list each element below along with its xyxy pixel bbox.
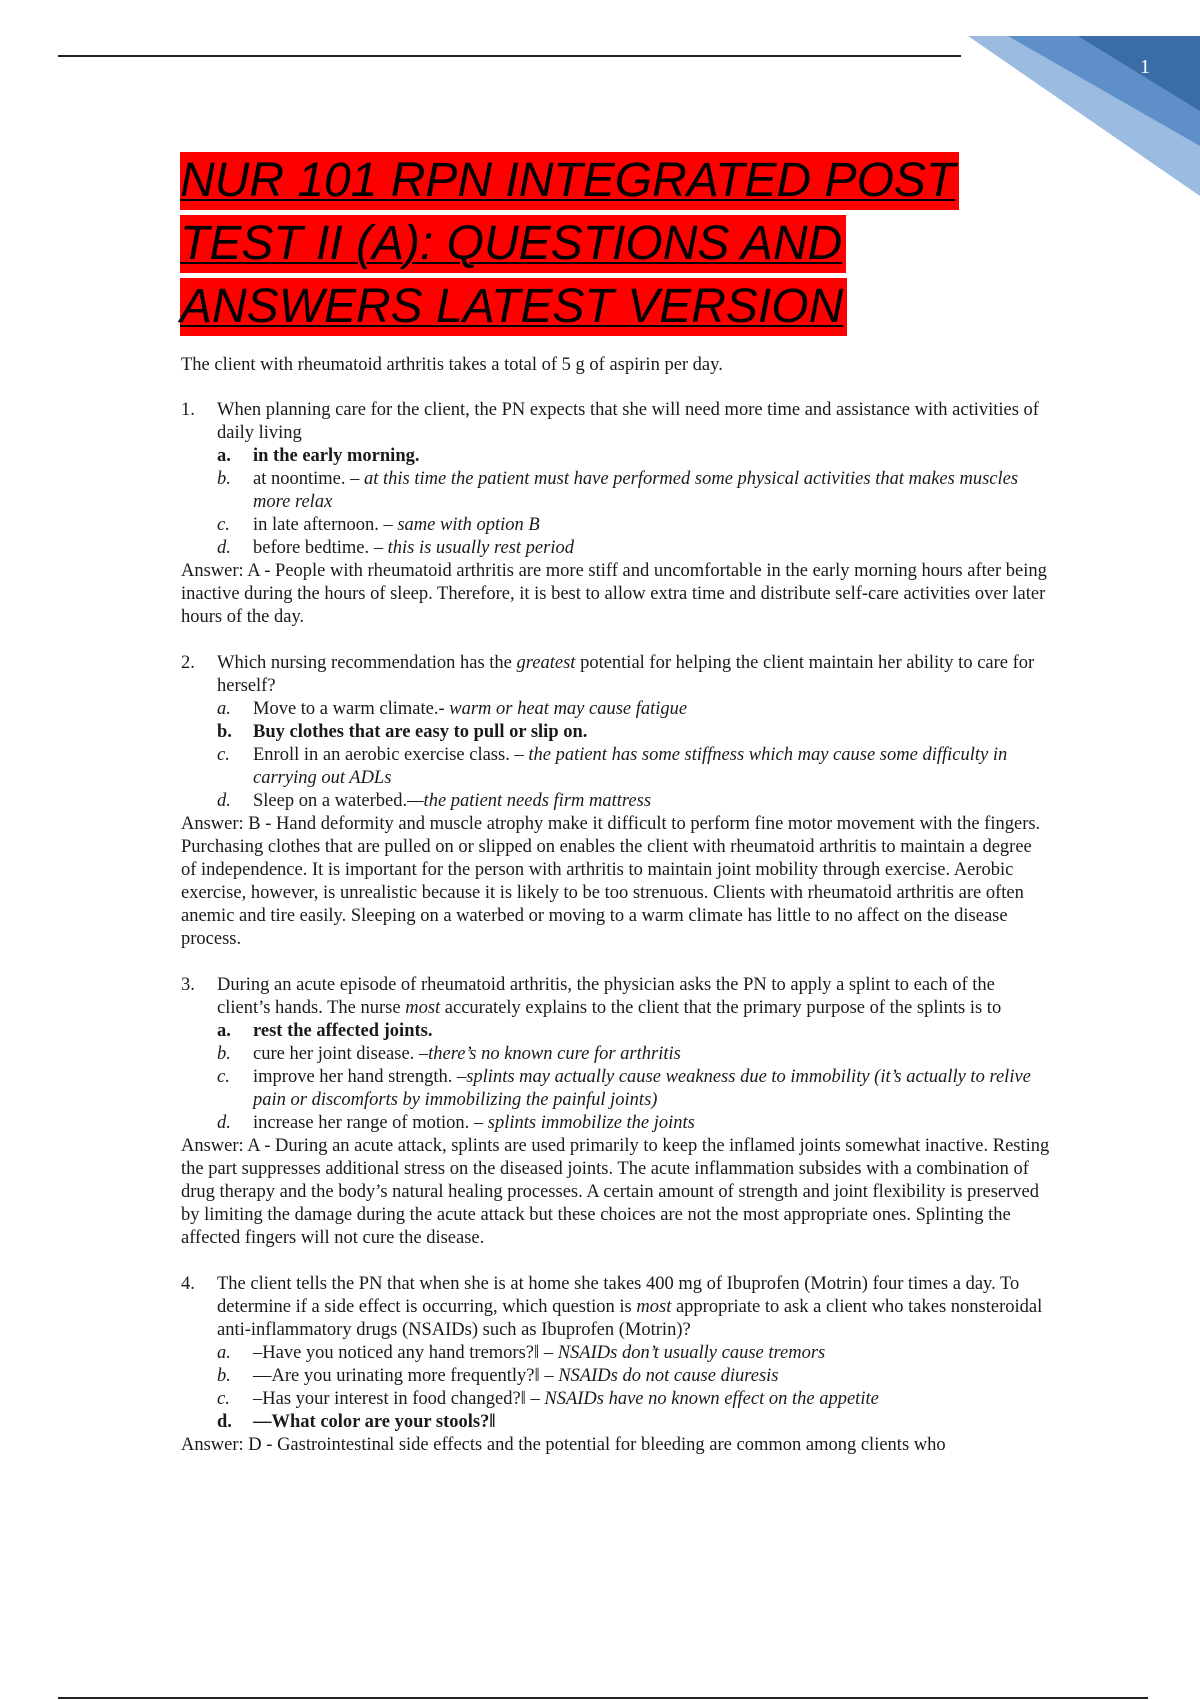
option-correct bbox=[217, 445, 1051, 468]
option-note: – splints immobilize the joints bbox=[469, 1113, 695, 1133]
option-text: increase her range of motion. bbox=[253, 1113, 470, 1133]
option-correct bbox=[217, 1411, 1051, 1434]
option-list bbox=[217, 698, 1051, 813]
option bbox=[217, 1066, 1051, 1112]
option-letter: a. bbox=[217, 1343, 231, 1363]
document-body bbox=[181, 354, 1051, 1480]
question-text: During an acute episode of rheumatoid arthritis, the physician asks the PN to apply a splint to each of the client’s hands. The nurse most accurately explains to the client that the primary purpose of the splints is to bbox=[217, 975, 1002, 1018]
option bbox=[217, 1112, 1051, 1135]
option-letter: b. bbox=[217, 1366, 231, 1386]
option-text: Enroll in an aerobic exercise class. bbox=[253, 745, 510, 765]
option-letter: c. bbox=[217, 1067, 230, 1087]
option-list bbox=[217, 1020, 1051, 1135]
option-note: – NSAIDs have no known effect on the appetite bbox=[525, 1389, 879, 1409]
emphasis-word: greatest bbox=[516, 653, 576, 673]
option-text: –Has your interest in food changed?‖ bbox=[253, 1389, 526, 1409]
option-note: – same with option B bbox=[378, 515, 540, 535]
option-note: –splints may actually cause weakness due to immobility (it’s actually to relive pain or discomforts by immobilizing the painful joints) bbox=[253, 1067, 1031, 1110]
option-note: —the patient needs firm mattress bbox=[407, 791, 652, 811]
page-number: 1 bbox=[1140, 56, 1150, 78]
option bbox=[217, 744, 1051, 790]
option-letter: d. bbox=[217, 538, 231, 558]
option-text: improve her hand strength. bbox=[253, 1067, 453, 1087]
question-2 bbox=[181, 652, 1051, 951]
question-text: Which nursing recommendation has the greatest potential for helping the client maintain her ability to care for herself? bbox=[217, 653, 1035, 696]
option-note: – at this time the patient must have performed some physical activities that makes muscles more relax bbox=[253, 469, 1019, 512]
option bbox=[217, 468, 1051, 514]
option-letter: d. bbox=[217, 1113, 231, 1133]
option-letter: b. bbox=[217, 722, 232, 742]
option-note: –there’s no known cure for arthritis bbox=[414, 1044, 681, 1064]
option-letter: b. bbox=[217, 469, 231, 489]
option bbox=[217, 1342, 1051, 1365]
option-text: —What color are your stools?‖ bbox=[253, 1412, 496, 1432]
option-note: – the patient has some stiffness which may cause some difficulty in carrying out ADLs bbox=[253, 745, 1008, 788]
option-letter: a. bbox=[217, 446, 231, 466]
answer-explanation: Answer: A - People with rheumatoid arthritis are more stiff and uncomfortable in the early morning hours after being inactive during the hours of sleep. Therefore, it is best to allow extra time and distribute self-care activities over later hours of the day. bbox=[181, 561, 1047, 627]
option bbox=[217, 1388, 1051, 1411]
option-text: —Are you urinating more frequently?‖ bbox=[253, 1366, 540, 1386]
option bbox=[217, 1043, 1051, 1066]
question-4 bbox=[181, 1273, 1051, 1457]
question-stem bbox=[181, 1273, 1051, 1342]
option-text: cure her joint disease. bbox=[253, 1044, 415, 1064]
option-letter: c. bbox=[217, 515, 230, 535]
title-line-1: NUR 101 RPN INTEGRATED POST bbox=[180, 152, 959, 210]
answer-explanation: Answer: A - During an acute attack, splints are used primarily to keep the inflamed joints somewhat inactive. Resting the part suppresses additional stress on the diseased joints. The acute inflammation subsides with a combination of drug therapy and the body’s natural healing processes. A certain amount of strength and joint flexibility is preserved by limiting the damage during the acute attack but these choices are not the most appropriate ones. Splinting the affected fingers will not cure the disease. bbox=[181, 1136, 1050, 1248]
option-text: in the early morning. bbox=[253, 446, 420, 466]
question-stem bbox=[181, 974, 1051, 1020]
document-title bbox=[180, 152, 1050, 341]
option-letter: c. bbox=[217, 1389, 230, 1409]
option-letter: d. bbox=[217, 791, 231, 811]
option-note: – NSAIDs don’t usually cause tremors bbox=[539, 1343, 826, 1363]
option-letter: a. bbox=[217, 699, 231, 719]
question-number: 4. bbox=[181, 1274, 195, 1294]
option-text: Buy clothes that are easy to pull or slip on. bbox=[253, 722, 588, 742]
option-letter: c. bbox=[217, 745, 230, 765]
option-text: before bedtime. bbox=[253, 538, 370, 558]
question-text: The client tells the PN that when she is at home she takes 400 mg of Ibuprofen (Motrin) four times a day. To determine if a side effect is occurring, which question is most appropriate to ask a client who takes nonsteroidal anti-inflammatory drugs (NSAIDs) such as Ibuprofen (Motrin)? bbox=[217, 1274, 1043, 1340]
question-3 bbox=[181, 974, 1051, 1250]
option-correct bbox=[217, 1020, 1051, 1043]
option-note: - warm or heat may cause fatigue bbox=[438, 699, 688, 719]
option-letter: a. bbox=[217, 1021, 231, 1041]
option-letter: b. bbox=[217, 1044, 231, 1064]
intro-paragraph: The client with rheumatoid arthritis takes a total of 5 g of aspirin per day. bbox=[181, 355, 723, 375]
option bbox=[217, 537, 1051, 560]
answer-explanation: Answer: B - Hand deformity and muscle atrophy make it difficult to perform fine motor movement with the fingers. Purchasing clothes that are pulled on or slipped on enables the client with rheumatoid arthritis to maintain a degree of independence. It is important for the person with arthritis to maintain joint mobility through exercise. Aerobic exercise, however, is unrealistic because it is likely to be too strenuous. Clients with rheumatoid arthritis are often anemic and tire easily. Sleeping on a waterbed or moving to a warm climate has little to no affect on the disease process. bbox=[181, 814, 1041, 949]
emphasis-word: most bbox=[405, 998, 441, 1018]
header-rule bbox=[58, 55, 961, 57]
option-text: in late afternoon. bbox=[253, 515, 379, 535]
option-text: –Have you noticed any hand tremors?‖ bbox=[253, 1343, 540, 1363]
option-text: Sleep on a waterbed. bbox=[253, 791, 408, 811]
option-note: – this is usually rest period bbox=[369, 538, 574, 558]
question-number: 3. bbox=[181, 975, 195, 995]
option-letter: d. bbox=[217, 1412, 232, 1432]
footer-rule bbox=[58, 1697, 1148, 1699]
option-text: rest the affected joints. bbox=[253, 1021, 433, 1041]
option-list bbox=[217, 445, 1051, 560]
option-text: Move to a warm climate. bbox=[253, 699, 439, 719]
option bbox=[217, 790, 1051, 813]
option bbox=[217, 698, 1051, 721]
title-line-2: TEST II (A): QUESTIONS AND bbox=[180, 215, 846, 273]
option-text: at noontime. bbox=[253, 469, 346, 489]
answer-explanation: Answer: D - Gastrointestinal side effects and the potential for bleeding are common among clients who bbox=[181, 1435, 946, 1455]
question-number: 1. bbox=[181, 400, 195, 420]
option bbox=[217, 514, 1051, 537]
option-correct bbox=[217, 721, 1051, 744]
title-line-3: ANSWERS LATEST VERSION bbox=[180, 278, 847, 336]
question-stem bbox=[181, 399, 1051, 445]
question-number: 2. bbox=[181, 653, 195, 673]
emphasis-word: most bbox=[636, 1297, 672, 1317]
question-stem bbox=[181, 652, 1051, 698]
option-list bbox=[217, 1342, 1051, 1434]
question-1 bbox=[181, 399, 1051, 629]
option bbox=[217, 1365, 1051, 1388]
question-text: When planning care for the client, the PN expects that she will need more time and assistance with activities of daily living bbox=[217, 400, 1039, 443]
option-note: – NSAIDs do not cause diuresis bbox=[539, 1366, 779, 1386]
